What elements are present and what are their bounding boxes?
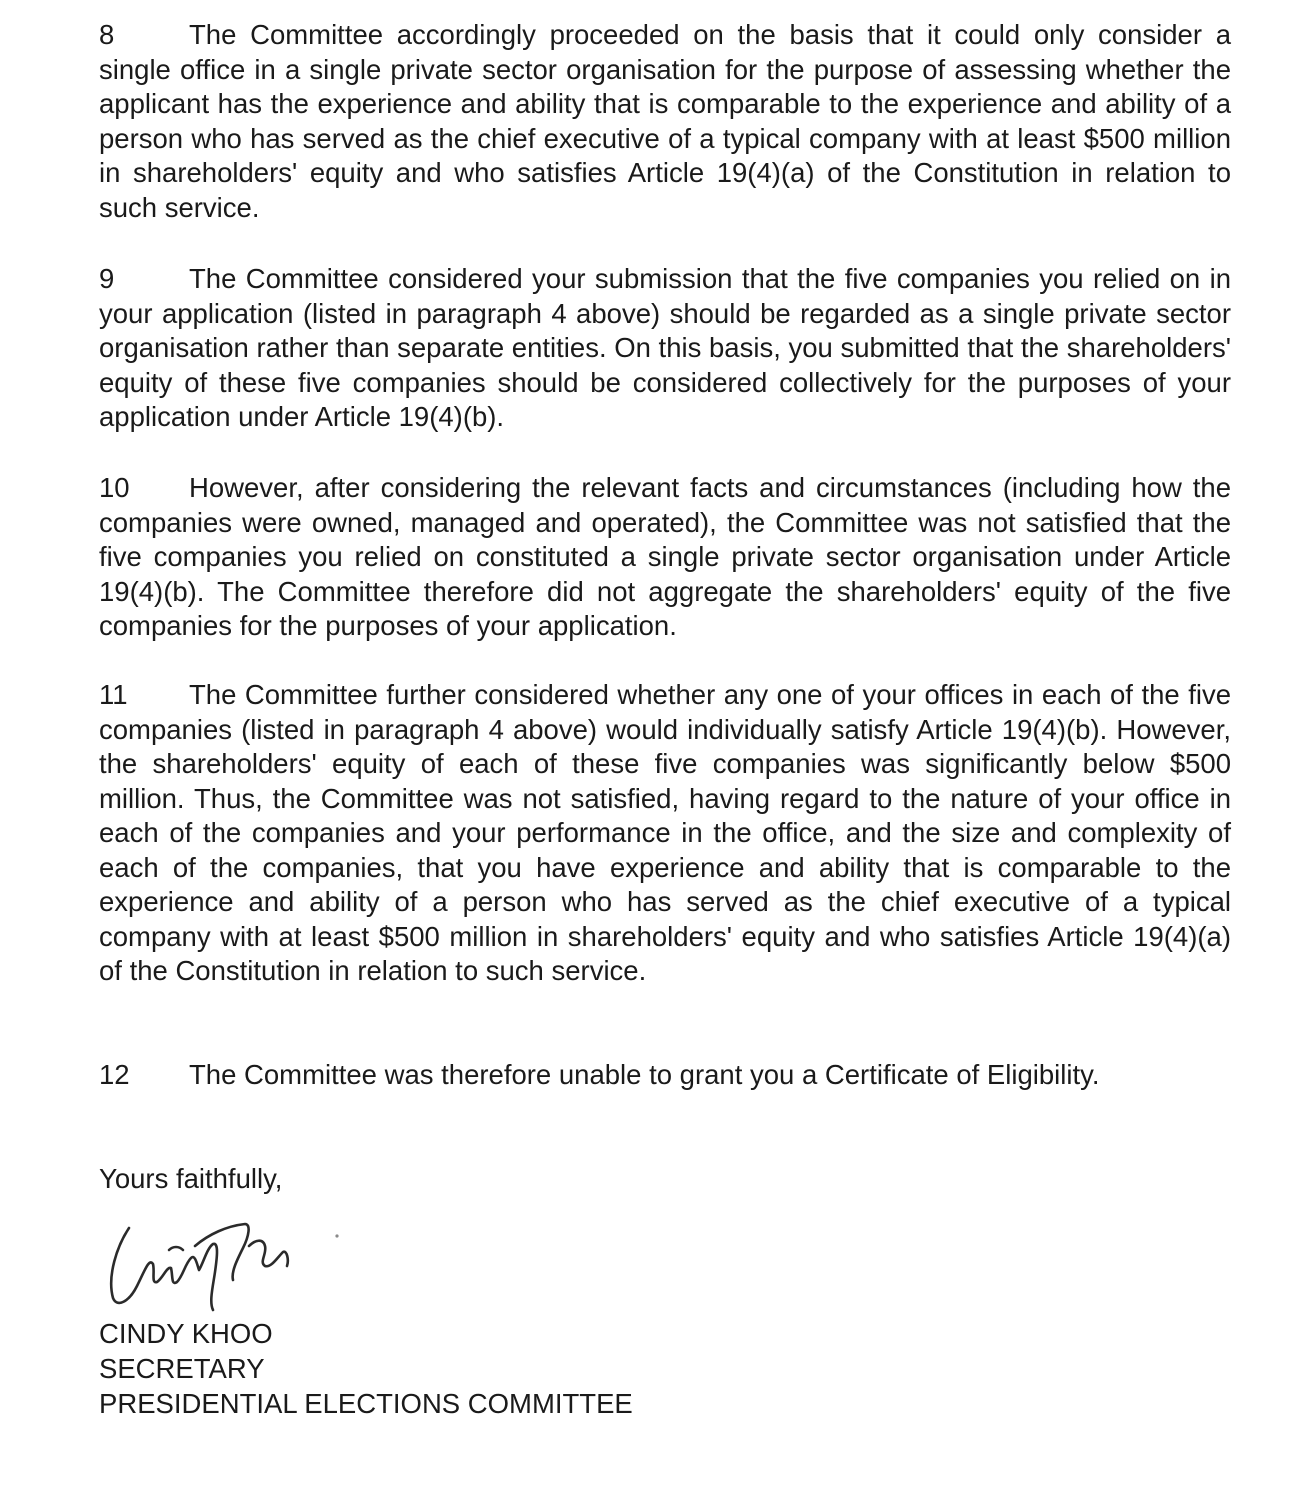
signature-block — [99, 1316, 633, 1421]
paragraph-text: The Committee further considered whether any one of your offices in each of the five companies (listed in paragraph 4 above) would individually satisfy Article 19(4)(b). However, the shareholders' equity of each of these five companies was significantly below $500 million. Thus, the Committee was not satisfied, having regard to the nature of your office in each of the companies and your performance in the office, and the size and complexity of each of the companies, that you have experience and ability that is comparable to the experience and ability of a person who has served as the chief executive of a typical company with at least $500 million in shareholders' equity and who satisfies Article 19(4)(a) of the Constitution in relation to such service. — [99, 679, 1231, 986]
paragraph-number: 9 — [99, 263, 115, 294]
closing-salutation: Yours faithfully, — [99, 1163, 283, 1194]
paragraph-9 — [99, 262, 1231, 435]
paragraph-10 — [99, 471, 1231, 644]
paragraph-number: 11 — [99, 679, 128, 710]
paragraph-11 — [99, 678, 1231, 989]
paragraph-text: The Committee accordingly proceeded on the basis that it could only consider a single office in a single private sector organisation for the purpose of assessing whether the applicant has the experience and ability that is comparable to the experience and ability of a person who has served as the chief executive of a typical company with at least $500 million in shareholders' equity and who satisfies Article 19(4)(a) of the Constitution in relation to such service. — [99, 19, 1231, 223]
paragraph-number: 10 — [99, 472, 130, 503]
paragraph-text: The Committee considered your submission that the five companies you relied on in your application (listed in paragraph 4 above) should be regarded as a single private sector organisation rather than separate entities. On this basis, you submitted that the shareholders' equity of these five companies should be considered collectively for the purposes of your application under Article 19(4)(b). — [99, 263, 1231, 432]
signatory-name: CINDY KHOO — [99, 1318, 273, 1349]
paragraph-number: 12 — [99, 1059, 130, 1090]
paragraph-text: However, after considering the relevant facts and circumstances (including how the companies were owned, managed and operated), the Committee was not satisfied that the five companies you relied on constituted a single private sector organisation under Article 19(4)(b). The Committee therefore did not aggregate the shareholders' equity of the five companies for the purposes of your application. — [99, 472, 1231, 641]
signatory-organisation: PRESIDENTIAL ELECTIONS COMMITTEE — [99, 1388, 633, 1419]
signatory-title: SECRETARY — [99, 1353, 265, 1384]
paragraph-8 — [99, 18, 1231, 225]
paragraph-12 — [99, 1058, 1231, 1093]
handwritten-signature — [99, 1206, 359, 1316]
paragraph-number: 8 — [99, 19, 115, 50]
paragraph-text: The Committee was therefore unable to grant you a Certificate of Eligibility. — [189, 1059, 1100, 1090]
